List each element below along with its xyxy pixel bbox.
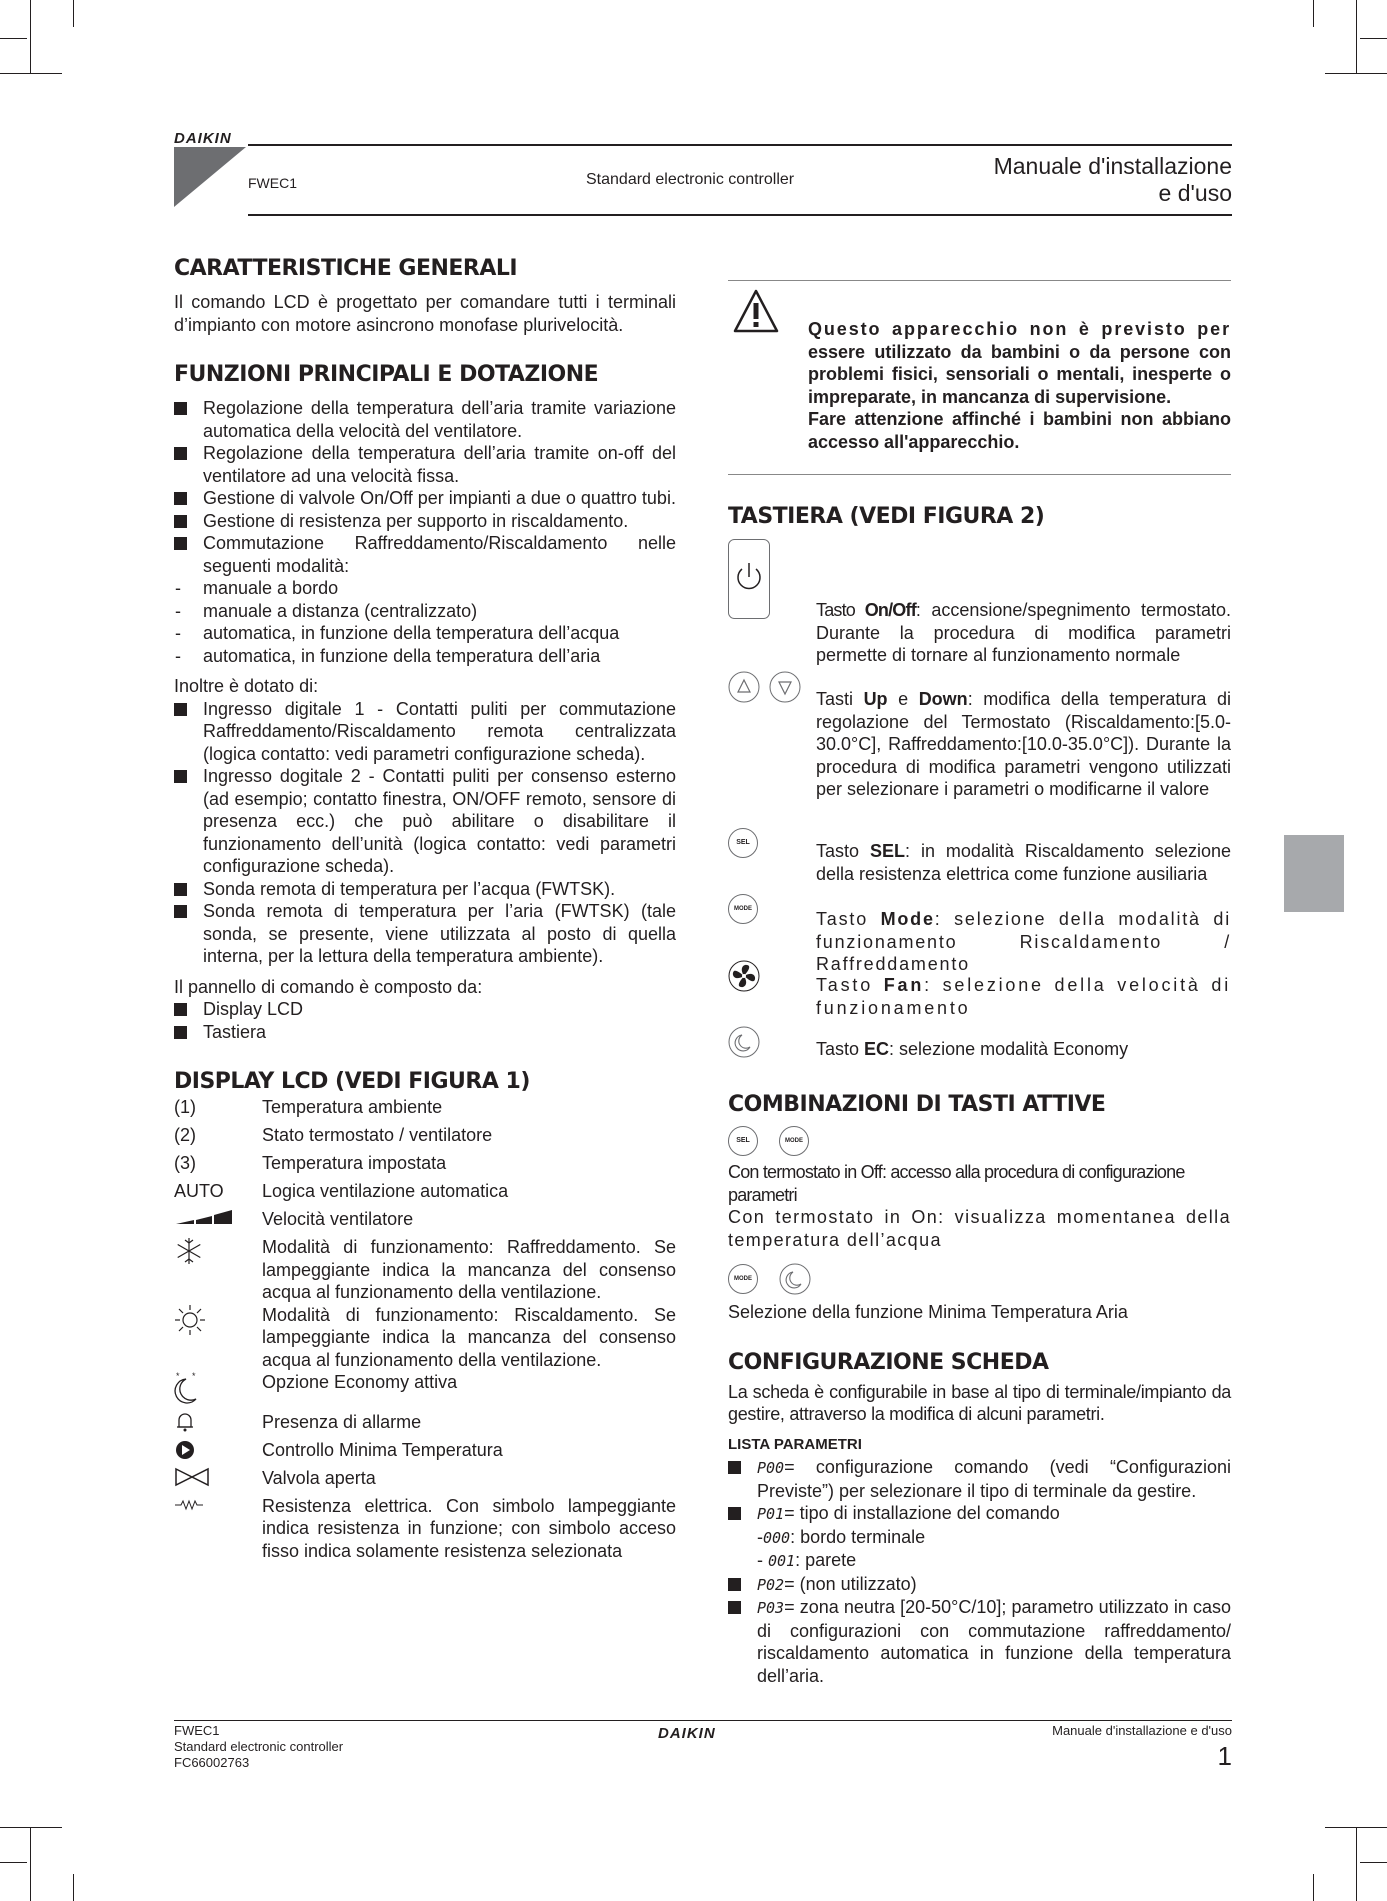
svg-text:*: *	[192, 1371, 196, 1381]
key-desc: : selezione della velocità di funzionamento	[816, 975, 1232, 1018]
key-desc: : in modalità Riscaldamento selezione della resistenza elettrica come funzione ausiliaria	[816, 841, 1231, 884]
crop-mark	[1360, 1862, 1387, 1863]
fan-icon[interactable]	[728, 960, 760, 992]
fan-speed-bars-icon	[174, 1208, 234, 1226]
min-temp-icon	[174, 1439, 196, 1461]
footer-rule	[174, 1720, 1232, 1721]
display-value: Opzione Economy attiva	[262, 1372, 458, 1392]
header-subtitle: Standard electronic controller	[586, 171, 795, 188]
key-desc: : selezione modalità Economy	[889, 1039, 1129, 1059]
warning-text-rest: essere utilizzato da bambini o da persone con problemi fisici, sensoriali o mentali, inesperte o impreparate, in mancanza di supervisione. Fare attenzione affinché i bambini non abbiano accesso all'apparecchio.	[808, 341, 1231, 452]
economy-moon-icon[interactable]	[728, 1026, 760, 1058]
list-item: - automatica, in funzione della temperatura dell’aria	[174, 645, 676, 668]
list-item: Regolazione della temperatura dell’aria tramite on-off del ventilatore ad una velocità fissa.	[174, 442, 676, 487]
mode-key-icon[interactable]: MODE	[779, 1126, 809, 1156]
key-desc: : modifica della temperatura di regolazione del Termostato (Riscaldamento:[5.0-30.0°C], Raffreddamento:[10.0-35.0°C]). Durante la procedura di modifica parametri vengono utilizzati per selezionare i parametri o modificarne il valore	[816, 689, 1232, 799]
display-row	[174, 1439, 676, 1467]
display-value: Stato termostato / ventilatore	[262, 1125, 493, 1145]
key-name: Up	[863, 689, 888, 709]
combo-keys-1	[728, 1125, 1231, 1161]
param-code: P00	[757, 1459, 785, 1477]
also-text: Inoltre è dotato di:	[174, 676, 319, 696]
display-value: Valvola aperta	[262, 1467, 376, 1488]
param-code: P01	[757, 1505, 785, 1523]
list-item: - manuale a distanza (centralizzato)	[174, 600, 676, 623]
footer-subtitle: Standard electronic controller	[174, 1739, 344, 1754]
param-code: P02	[757, 1575, 785, 1594]
section-title-config: CONFIGURAZIONE SCHEDA	[728, 1349, 1049, 1375]
param-desc: : bordo terminale	[790, 1526, 926, 1547]
display-row	[174, 1152, 676, 1180]
key-desc-sep: e	[887, 689, 919, 709]
sun-icon	[174, 1304, 206, 1336]
display-key: AUTO	[174, 1181, 224, 1201]
header-model: FWEC1	[248, 175, 297, 191]
crop-mark	[30, 1828, 31, 1901]
display-row	[174, 1411, 676, 1439]
power-icon[interactable]	[728, 539, 770, 619]
right-column	[728, 255, 1231, 1687]
panel-list	[174, 998, 676, 1043]
param-list-title: LISTA PARAMETRI	[728, 1435, 862, 1453]
warning-icon	[733, 288, 779, 334]
sel-key-icon[interactable]: SEL	[728, 828, 758, 858]
display-value: Controllo Minima Temperatura	[262, 1439, 503, 1460]
page-number: 1	[1217, 1741, 1232, 1771]
section-title-keyboard: TASTIERA (VEDI FIGURA 2)	[728, 504, 1045, 529]
display-value: Temperatura impostata	[262, 1153, 447, 1173]
list-item	[728, 1573, 1231, 1597]
combo-keys-2	[728, 1263, 1231, 1299]
footer-model: FWEC1	[174, 1723, 220, 1738]
key-fan-row	[728, 960, 1231, 1026]
brand-triangle-icon	[174, 147, 246, 207]
list-item: Ingresso dogitale 2 - Contatti puliti per consenso esterno (ad esempio; contatto finestra, ON/OFF remoto, sensore di presenza ecc.) che può abilitare o disabilitare il funzionamento dell’unità (logica contatto: vedi parametri configurazione scheda).	[174, 765, 676, 878]
brand-logo: DAIKIN	[174, 130, 232, 147]
header-rule-top	[248, 144, 1232, 146]
section-title-combinations: COMBINAZIONI DI TASTI ATTIVE	[728, 1092, 1106, 1117]
list-item	[728, 1456, 1231, 1502]
header-manual-line2: e d'uso	[1158, 180, 1232, 206]
list-item	[728, 1596, 1231, 1687]
display-key: (2)	[174, 1125, 196, 1145]
crop-mark	[0, 1827, 62, 1828]
list-item: Gestione di valvole On/Off per impianti a due o quattro tubi.	[174, 487, 676, 510]
warning-text-line: Questo apparecchio non è previsto per	[808, 319, 1231, 339]
moon-stars-icon	[174, 1371, 202, 1405]
footer-code: FC66002763	[174, 1755, 250, 1770]
economy-moon-icon[interactable]	[779, 1263, 811, 1295]
mode-key-icon[interactable]: MODE	[728, 1264, 758, 1294]
header-manual-title	[994, 153, 1232, 207]
display-row	[174, 1495, 676, 1563]
display-value: Modalità di funzionamento: Raffreddamento. Se lampeggiante indica la mancanza del consenso acqua al funzionamento della ventilazione.	[262, 1237, 676, 1302]
crop-mark	[30, 0, 31, 73]
display-row	[174, 1371, 676, 1411]
modes-list	[174, 577, 676, 667]
down-arrow-icon[interactable]	[769, 671, 801, 703]
param-desc: = tipo di installazione del comando	[784, 1503, 1060, 1523]
display-row	[174, 1096, 676, 1124]
crop-mark	[1360, 38, 1387, 39]
display-value: Logica ventilazione automatica	[262, 1181, 509, 1201]
list-item: Gestione di resistenza per supporto in riscaldamento.	[174, 510, 676, 533]
mode-key-icon[interactable]: MODE	[728, 894, 758, 924]
crop-mark	[1325, 73, 1387, 74]
section-title-general: CARATTERISTICHE GENERALI	[174, 256, 518, 281]
key-desc: : selezione della modalità di funzionamento Riscaldamento / Raffreddamento	[816, 909, 1231, 974]
display-row	[174, 1236, 676, 1304]
list-item: Commutazione Raffreddamento/Riscaldamento nelle seguenti modalità:	[174, 532, 676, 577]
crop-mark	[1313, 1874, 1314, 1901]
list-item: Sonda remota di temperatura per l’acqua (FWTSK).	[174, 878, 676, 901]
display-key: (1)	[174, 1097, 196, 1117]
sel-key-icon[interactable]: SEL	[728, 1126, 758, 1156]
combo-text-3: Selezione della funzione Minima Temperatura Aria	[728, 1302, 1128, 1322]
display-row	[174, 1208, 676, 1236]
crop-mark	[73, 0, 74, 27]
key-desc-prefix: Tasti	[816, 689, 864, 709]
param-desc: = (non utilizzato)	[784, 1573, 917, 1594]
list-item: Tastiera	[174, 1021, 676, 1044]
header-manual-line1: Manuale d'installazione	[993, 153, 1232, 179]
config-text: La scheda è configurabile in base al tipo di terminale/impianto da gestire, attraverso la modifica di alcuni parametri.	[728, 1381, 1231, 1424]
combo-text-1: Con termostato in Off: accesso alla procedura di configurazione parametri	[728, 1162, 1185, 1205]
key-desc-prefix: Tasto	[816, 1039, 865, 1059]
warning-text	[808, 318, 1231, 453]
general-text: Il comando LCD è progettato per comandare tutti i terminali d’impianto con motore asincrono monofase plurivelocità.	[174, 292, 676, 335]
param-desc: = zona neutra [20-50°C/10]; parametro utilizzato in caso di configurazioni con commutazione raffreddamento/ riscaldamento automatica in funzione della temperatura dell’aria.	[757, 1597, 1231, 1686]
key-updown-row	[728, 671, 1231, 827]
section-tab	[1284, 835, 1344, 912]
list-item: Regolazione della temperatura dell’aria tramite variazione automatica della velocità del ventilatore.	[174, 397, 676, 442]
display-row	[174, 1180, 676, 1208]
combo-text-2: Con termostato in On: visualizza momentanea della temperatura dell’acqua	[728, 1207, 1231, 1250]
key-name: Mode	[880, 909, 935, 929]
crop-mark	[73, 1874, 74, 1901]
section-title-display: DISPLAY LCD (VEDI FIGURA 1)	[174, 1069, 530, 1094]
key-desc: : accensione/spegnimento termostato. Durante la procedura di modifica parametri permette di tornare al funzionamento normale	[816, 600, 1231, 665]
key-desc-prefix: Tasto	[816, 909, 881, 929]
snowflake-icon	[174, 1236, 204, 1266]
left-column	[174, 255, 676, 1562]
key-name: On/Off	[864, 600, 916, 620]
display-key: (3)	[174, 1153, 196, 1173]
resistor-icon	[174, 1498, 204, 1512]
footer-manual: Manuale d'installazione e d'uso	[1052, 1723, 1232, 1738]
display-value: Velocità ventilatore	[262, 1209, 414, 1229]
key-desc-prefix: Tasto	[816, 600, 865, 620]
crop-mark	[1356, 1828, 1357, 1901]
crop-mark	[0, 38, 27, 39]
key-name: Fan	[883, 975, 925, 995]
param-desc: = configurazione comando (vedi “Configurazioni Previste”) per selezionare il tipo di terminale da gestire.	[757, 1457, 1231, 1501]
param-code: P03	[757, 1599, 785, 1617]
key-desc-prefix: Tasto	[816, 975, 884, 995]
param-code: 000	[763, 1528, 791, 1547]
param-desc: : parete	[795, 1550, 857, 1570]
param-list	[728, 1456, 1231, 1687]
list-item: Sonda remota di temperatura per l’aria (FWTSK) (tale sonda, se presente, viene utilizzata al posto di quella interna, per la lettura della temperatura ambiente).	[174, 900, 676, 968]
panel-text: Il pannello di comando è composto da:	[174, 976, 483, 997]
display-value: Resistenza elettrica. Con simbolo lampeggiante indica resistenza in funzione; con simbolo acceso fisso indica solamente resistenza selezionata	[262, 1495, 676, 1561]
footer-brand-logo: DAIKIN	[658, 1725, 716, 1742]
up-arrow-icon[interactable]	[728, 671, 760, 703]
header-rule-bottom	[248, 214, 1232, 216]
valve-icon	[174, 1467, 210, 1487]
crop-mark	[0, 1862, 27, 1863]
alarm-bell-icon	[174, 1411, 196, 1433]
list-item: P01= tipo di installazione del comando -000: bordo terminale - 001: parete	[728, 1502, 1231, 1573]
list-item: Ingresso digitale 1 - Contatti puliti per commutazione Raffreddamento/Riscaldamento remota centralizzata (logica contatto: vedi parametri configurazione scheda).	[174, 698, 676, 766]
key-name: Down	[918, 689, 968, 709]
display-row	[174, 1304, 676, 1372]
warning-box	[728, 255, 1231, 490]
display-value: Temperatura ambiente	[262, 1097, 443, 1117]
warning-rule-bottom	[728, 474, 1231, 475]
key-name: EC	[864, 1039, 890, 1059]
crop-mark	[1325, 1827, 1387, 1828]
display-value: Modalità di funzionamento: Riscaldamento. Se lampeggiante indica la mancanza del consenso acqua al funzionamento della ventilazione.	[262, 1304, 676, 1370]
key-desc-prefix: Tasto	[816, 841, 870, 861]
list-item: - automatica, in funzione della temperatura dell’acqua	[174, 622, 676, 645]
crop-mark	[1313, 0, 1314, 27]
functions-list	[174, 397, 676, 577]
crop-mark	[0, 73, 62, 74]
key-name: SEL	[869, 841, 905, 861]
crop-mark	[1356, 0, 1357, 73]
display-row	[174, 1124, 676, 1152]
key-mode-row	[728, 893, 1231, 974]
section-title-functions: FUNZIONI PRINCIPALI E DOTAZIONE	[174, 362, 599, 387]
key-sel-row	[728, 827, 1231, 893]
list-item: - manuale a bordo	[174, 577, 676, 600]
display-value: Presenza di allarme	[262, 1411, 422, 1432]
key-ec-row	[728, 1026, 1231, 1078]
param-code: 001	[768, 1552, 796, 1570]
display-row	[174, 1467, 676, 1495]
extras-list	[174, 698, 676, 968]
key-onoff-row	[728, 539, 1231, 671]
svg-text:*: *	[176, 1371, 180, 1381]
list-item: Display LCD	[174, 998, 676, 1021]
footer-left	[174, 1723, 343, 1771]
